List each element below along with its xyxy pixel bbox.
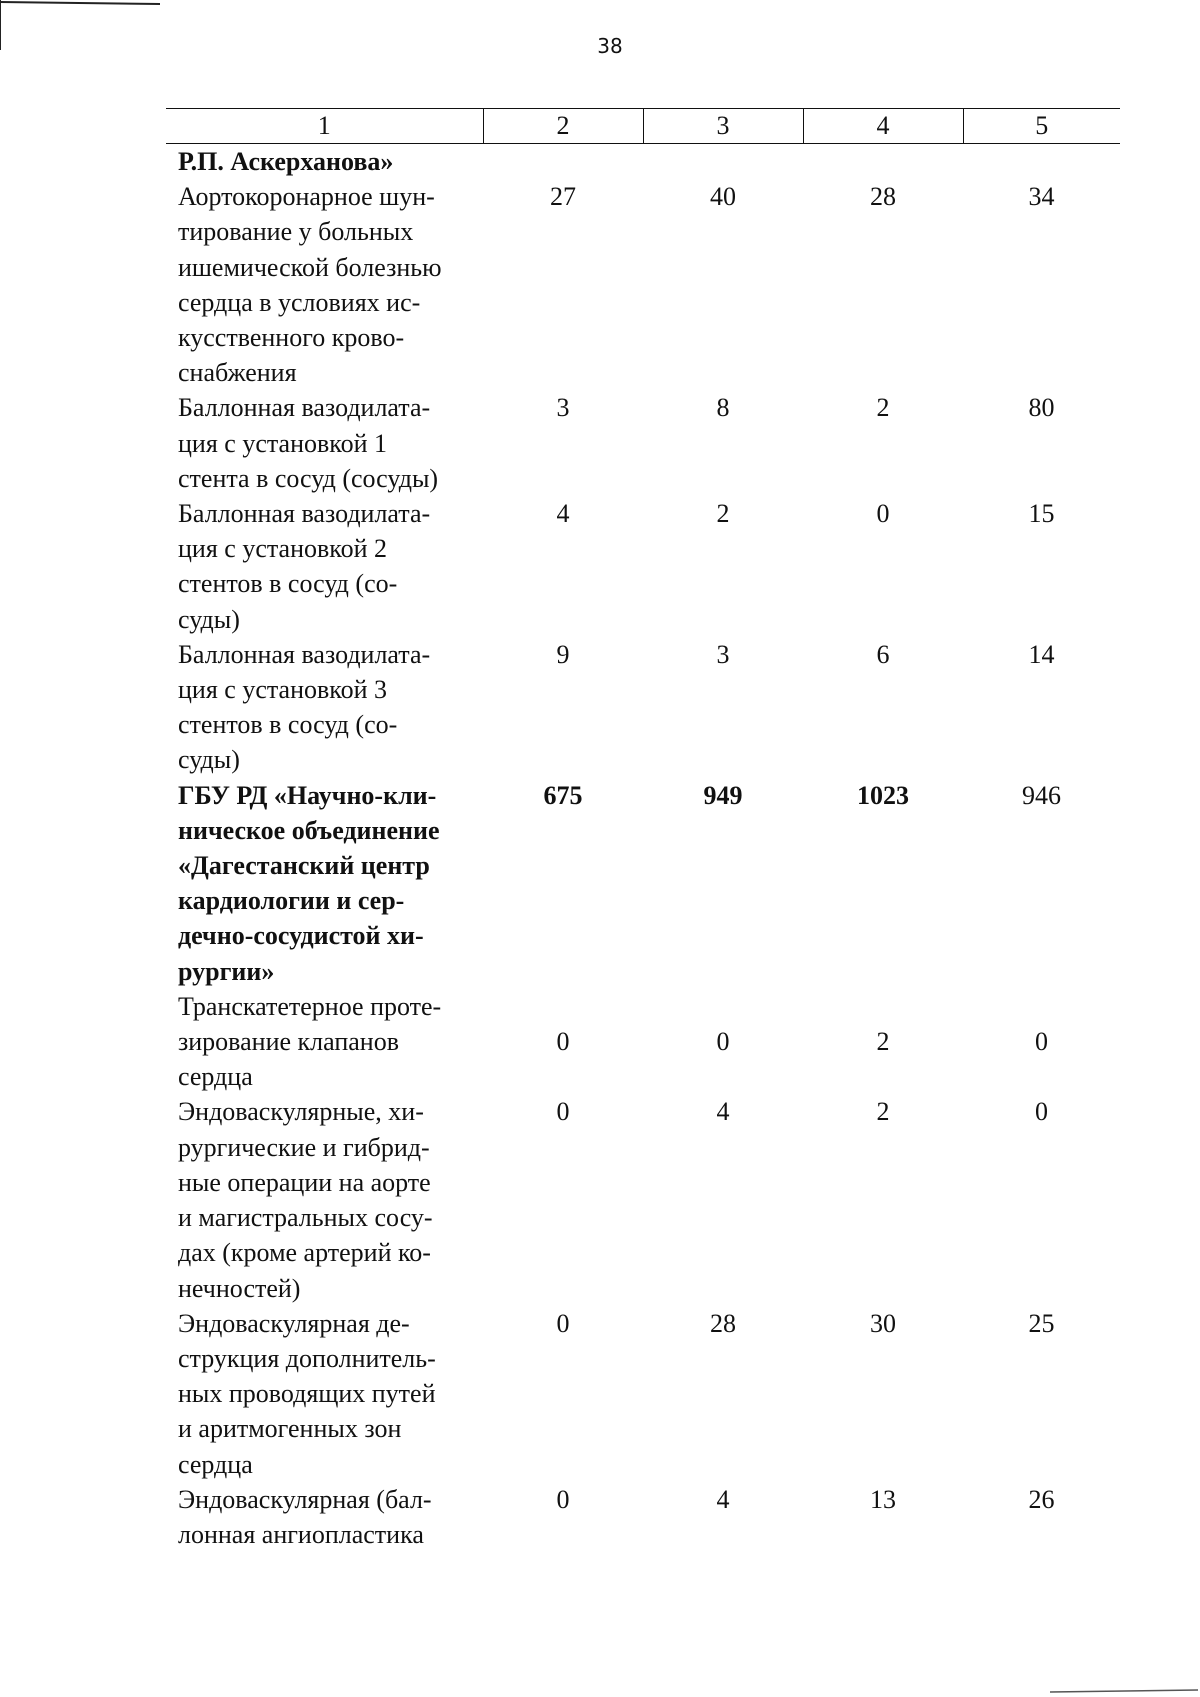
table-row: [166, 179, 1120, 390]
column-header-1: 1: [166, 109, 483, 144]
row-value: 3: [556, 393, 570, 423]
table-row: [166, 144, 1120, 180]
table-row: [166, 390, 1120, 496]
row-label: Аортокоронарное шун- тирование у больных ишемической болезнью сердца в условиях ис- кусственного крово- снабжения: [178, 182, 442, 388]
row-value: 4: [716, 1097, 730, 1127]
table-row: [166, 1306, 1120, 1482]
row-value: [643, 144, 803, 180]
row-value: [803, 144, 963, 180]
table-row: [166, 496, 1120, 637]
row-value: [483, 144, 643, 180]
row-value: 949: [703, 780, 743, 810]
column-header-4: 4: [803, 109, 963, 144]
row-value: 2: [876, 393, 890, 423]
row-label: Баллонная вазодилата- ция с установкой 2 стентов в сосуд (со- суды): [178, 499, 431, 634]
row-value: 0: [556, 1027, 570, 1057]
row-value: 0: [1035, 1027, 1048, 1057]
row-label: ГБУ РД «Научно-кли- ническое объединение «Дагестанский центр кардиологии и сер- дечно-сосудистой хи- рургии»: [178, 780, 440, 986]
row-label: Эндоваскулярная (бал- лонная ангиопластика: [178, 1484, 432, 1549]
column-header-2: 2: [483, 109, 643, 144]
row-value: 80: [1028, 393, 1055, 423]
row-value: 0: [876, 499, 890, 529]
table-row: [166, 989, 1120, 1095]
row-value: 25: [1028, 1308, 1055, 1338]
column-header-5: 5: [963, 109, 1120, 144]
row-value: 4: [556, 499, 570, 529]
table-row: [166, 637, 1120, 778]
row-label: Баллонная вазодилата- ция с установкой 3 стентов в сосуд (со- суды): [178, 639, 431, 775]
row-label: Эндоваскулярная де- струкция дополнитель- ных проводящих путей и аритмогенных зон сердца: [178, 1308, 436, 1479]
row-label: Эндоваскулярные, хи- рургические и гибрид- ные операции на аорте и магистральных сосу- дах (кроме артерий ко- нечностей): [178, 1097, 433, 1303]
row-value: [963, 144, 1120, 180]
row-value: 0: [556, 1484, 570, 1514]
row-label: Баллонная вазодилата- ция с установкой 1 стента в сосуд (сосуды): [178, 393, 439, 493]
row-value: 6: [876, 639, 890, 669]
row-label: Р.П. Аскерханова»: [178, 147, 394, 176]
row-value: 34: [1028, 182, 1055, 212]
row-value: 26: [1028, 1484, 1055, 1514]
table-row: [166, 1094, 1120, 1305]
row-value: 2: [716, 499, 730, 529]
row-label: Транскатетерное проте- зирование клапанов сердца: [178, 991, 442, 1092]
row-value: 28: [870, 182, 896, 212]
row-value: 3: [716, 639, 730, 669]
row-value: 1023: [857, 780, 909, 810]
row-value: 9: [556, 639, 570, 669]
row-value: 13: [870, 1484, 896, 1514]
row-value: 0: [716, 1027, 730, 1057]
page-number: 38: [597, 34, 623, 58]
row-value: 28: [710, 1308, 736, 1338]
row-value: 8: [716, 393, 730, 423]
table-row: [166, 778, 1120, 989]
header-row: [166, 109, 1120, 144]
row-value: 27: [550, 182, 576, 212]
row-value: 0: [1035, 1097, 1048, 1127]
row-value: 675: [543, 780, 583, 810]
table-row: [166, 1482, 1120, 1552]
column-header-3: 3: [643, 109, 803, 144]
row-value: 946: [1022, 780, 1061, 810]
data-table: [166, 108, 1120, 1552]
row-value: 15: [1028, 499, 1055, 529]
row-value: 14: [1028, 639, 1055, 669]
row-value: 4: [716, 1484, 730, 1514]
row-value: 40: [710, 182, 736, 212]
row-value: 30: [870, 1308, 896, 1338]
row-value: 0: [556, 1308, 570, 1338]
row-value: 0: [556, 1097, 570, 1127]
row-value: 2: [876, 1027, 890, 1057]
row-value: 2: [876, 1097, 890, 1127]
